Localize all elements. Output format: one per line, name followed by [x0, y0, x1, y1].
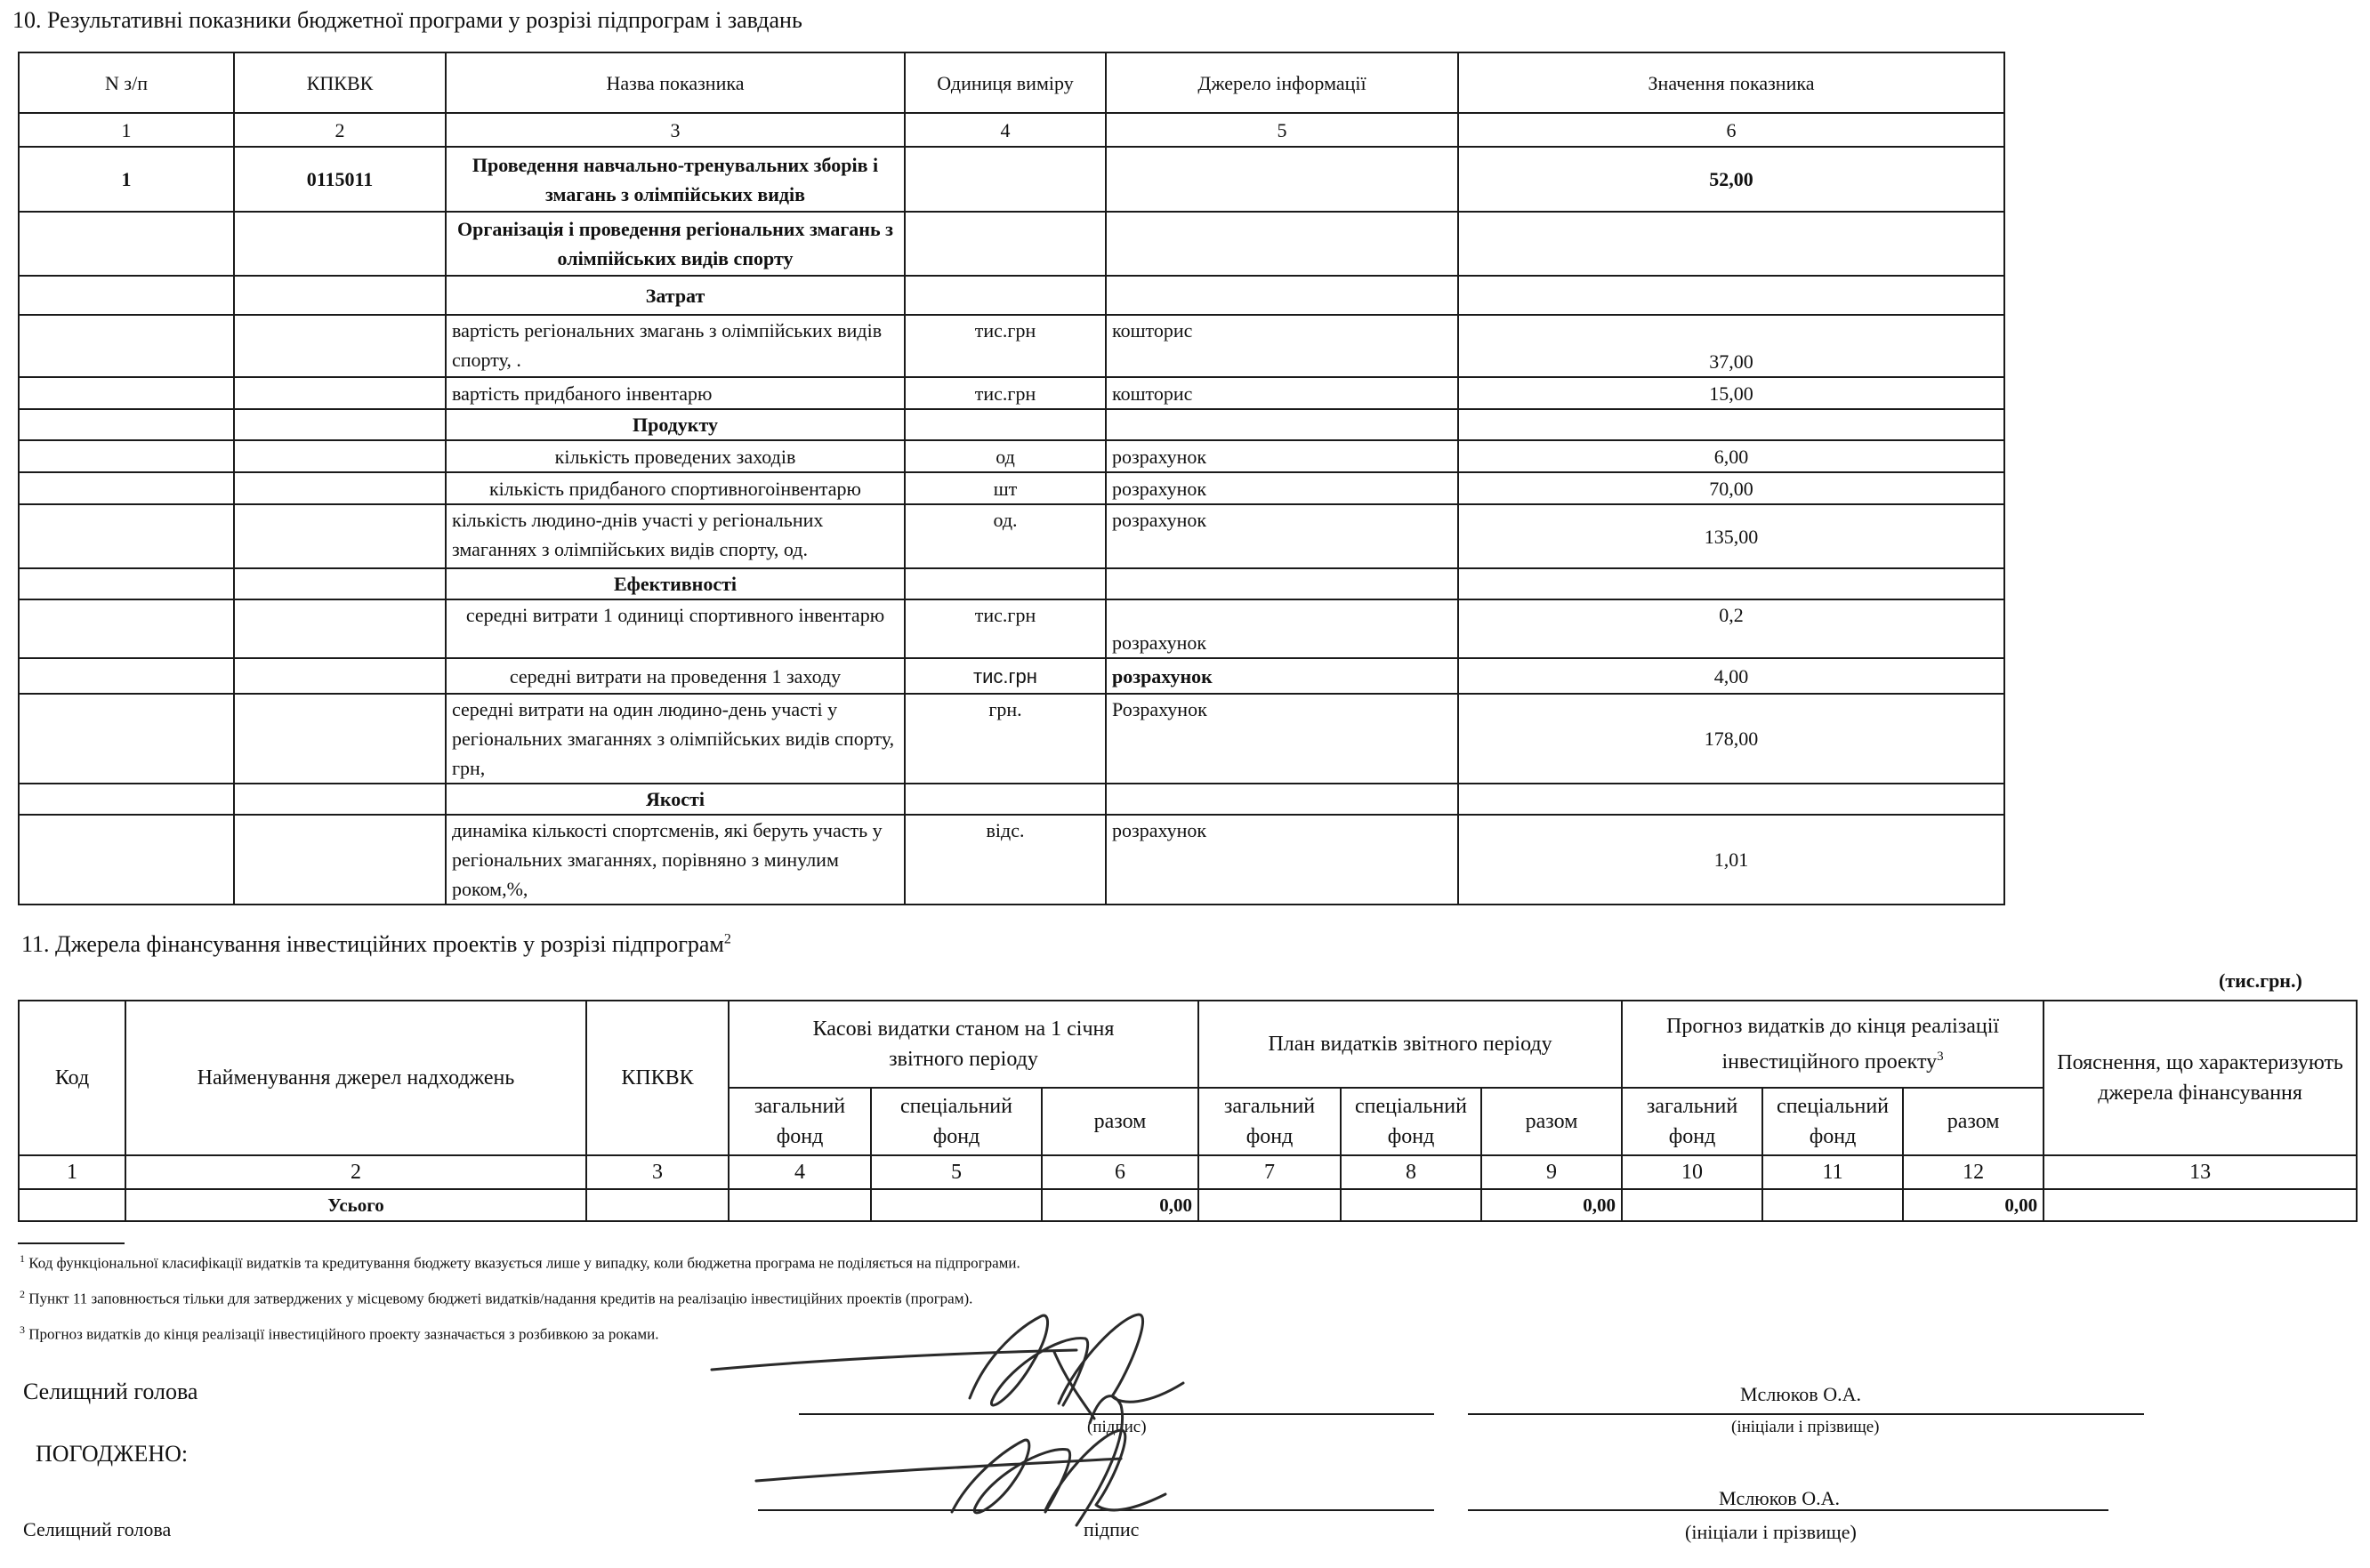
row-source: розрахунок	[1106, 440, 1458, 472]
head1-title: Селищний голова	[23, 1379, 198, 1404]
header-forecast-expenses	[1622, 1001, 2044, 1088]
header-code: Код	[19, 1001, 125, 1155]
section11-title	[21, 931, 731, 958]
footnote-1	[20, 1252, 1020, 1273]
table-row	[19, 472, 2004, 504]
header-special-fund: спеціальний фонд	[1341, 1088, 1481, 1155]
header-value: Значення показника	[1458, 52, 2004, 113]
colnum: 4	[905, 113, 1106, 147]
initials-line-1	[1468, 1413, 2144, 1415]
colnum-row	[19, 1155, 2357, 1189]
row-name: середні витрати на проведення 1 заходу	[446, 658, 905, 694]
row-unit: од	[905, 440, 1106, 472]
section11-title-text: 11. Джерела фінансування інвестиційних проектів у розрізі підпрограм	[21, 931, 724, 957]
row-source: кошторис	[1106, 315, 1458, 377]
row-source: розрахунок	[1106, 504, 1458, 568]
header-total: разом	[1042, 1088, 1198, 1155]
colnum: 2	[234, 113, 446, 147]
row-name: Проведення навчально-тренувальних зборів і змагань з олімпійських видів	[446, 147, 905, 212]
table-row	[19, 815, 2004, 905]
table-row	[19, 784, 2004, 815]
row-name: вартість регіональних змагань з олімпійських видів спорту, .	[446, 315, 905, 377]
row-name: динаміка кількості спортсменів, які беруть участь у регіональних змаганнях, порівняно з минулим роком,%,	[446, 815, 905, 905]
row-source: розрахунок	[1106, 658, 1458, 694]
row-name: середні витрати 1 одиниці спортивного інвентарю	[446, 599, 905, 658]
name-1: Мслюков О.А.	[1740, 1383, 1861, 1405]
header-general-fund: загальний фонд	[1198, 1088, 1341, 1155]
header-total: разом	[1903, 1088, 2044, 1155]
header-source-name: Найменування джерел надходжень	[125, 1001, 586, 1155]
category-label: Якості	[446, 784, 905, 815]
row-value: 15,00	[1458, 377, 2004, 409]
row-unit: од.	[905, 504, 1106, 568]
header-cash-expenses: Касові видатки станом на 1 січня звітного періоду	[729, 1001, 1198, 1088]
row-unit: тис.грн	[905, 599, 1106, 658]
row-value: 37,00	[1458, 315, 2004, 377]
colnum: 3	[586, 1155, 729, 1189]
row-name: кількість придбаного спортивногоінвентарю	[446, 472, 905, 504]
row-source: кошторис	[1106, 377, 1458, 409]
colnum: 2	[125, 1155, 586, 1189]
row-value: 4,00	[1458, 658, 2004, 694]
row-unit: грн.	[905, 694, 1106, 784]
colnum: 9	[1481, 1155, 1622, 1189]
colnum: 10	[1622, 1155, 1762, 1189]
total-label: Усього	[125, 1189, 586, 1221]
table-row	[19, 212, 2004, 276]
footnote-3	[20, 1323, 659, 1344]
header-kpkvk: КПКВК	[586, 1001, 729, 1155]
investment-sources-table	[18, 1000, 2358, 1222]
handwritten-signature	[703, 1299, 1326, 1565]
table-row	[19, 568, 2004, 599]
signature-caption-1: (підпис)	[1087, 1418, 1147, 1436]
header-forecast-text: Прогноз видатків до кінця реалізації інвестиційного проекту	[1666, 1015, 2000, 1073]
footnote-text: Прогноз видатків до кінця реалізації інвестиційного проекту зазначається з розбивкою за роками.	[28, 1325, 659, 1343]
colnum: 6	[1458, 113, 2004, 147]
row-unit: тис.грн	[905, 315, 1106, 377]
header-special-fund: спеціальний фонд	[1762, 1088, 1903, 1155]
initials-caption-2: (ініціали і прізвище)	[1685, 1521, 1857, 1543]
colnum: 4	[729, 1155, 871, 1189]
row-value: 135,00	[1458, 504, 2004, 568]
row-value: 70,00	[1458, 472, 2004, 504]
header-row	[19, 1001, 2357, 1088]
colnum: 5	[871, 1155, 1042, 1189]
row-name: середні витрати на один людино-день участі у регіональних змаганнях з олімпійських видів спорту, грн,	[446, 694, 905, 784]
category-label: Затрат	[446, 276, 905, 315]
header-special-fund: спеціальний фонд	[871, 1088, 1042, 1155]
row-source: розрахунок	[1106, 472, 1458, 504]
colnum: 13	[2044, 1155, 2357, 1189]
footnote-ref: 2	[723, 931, 731, 947]
row-value: 6,00	[1458, 440, 2004, 472]
table-row	[19, 276, 2004, 315]
row-source: Розрахунок	[1106, 694, 1458, 784]
table-row	[19, 658, 2004, 694]
signature-caption-2: підпис	[1084, 1518, 1140, 1540]
header-general-fund: загальний фонд	[729, 1088, 871, 1155]
total-row	[19, 1189, 2357, 1221]
header-number: N з/п	[19, 52, 234, 113]
colnum: 1	[19, 113, 234, 147]
row-name: кількість людино-днів участі у регіональних змаганнях з олімпійських видів спорту, од.	[446, 504, 905, 568]
header-source: Джерело інформації	[1106, 52, 1458, 113]
colnum: 8	[1341, 1155, 1481, 1189]
footnote-divider	[18, 1242, 125, 1244]
row-unit: шт	[905, 472, 1106, 504]
row-unit: тис.грн	[905, 658, 1106, 694]
head2-title: Селищний голова	[23, 1518, 172, 1540]
header-kpkvk: КПКВК	[234, 52, 446, 113]
header-total: разом	[1481, 1088, 1622, 1155]
total-col9: 0,00	[1481, 1189, 1622, 1221]
table-row	[19, 440, 2004, 472]
row-value: 0,2	[1458, 599, 2004, 658]
table-row	[19, 147, 2004, 212]
row-value	[1458, 212, 2004, 276]
indicators-table	[18, 52, 2005, 905]
footnote-ref: 3	[1937, 1049, 1944, 1064]
header-explanation: Пояснення, що характеризують джерела фінансування	[2044, 1001, 2357, 1155]
row-source: розрахунок	[1106, 599, 1458, 658]
initials-caption-1: (ініціали і прізвище)	[1731, 1418, 1880, 1436]
header-plan-expenses: План видатків звітного періоду	[1198, 1001, 1622, 1088]
colnum: 11	[1762, 1155, 1903, 1189]
units-label: (тис.грн.)	[2219, 969, 2302, 992]
row-unit: тис.грн	[905, 377, 1106, 409]
row-name: кількість проведених заходів	[446, 440, 905, 472]
table-row	[19, 599, 2004, 658]
indicators-header-row	[19, 52, 2004, 113]
footnote-num: 1	[20, 1252, 25, 1265]
row-kpkvk: 0115011	[234, 147, 446, 212]
row-value: 178,00	[1458, 694, 2004, 784]
row-value: 52,00	[1458, 147, 2004, 212]
total-col6: 0,00	[1042, 1189, 1198, 1221]
indicators-colnum-row	[19, 113, 2004, 147]
name-2: Мслюков О.А.	[1719, 1487, 1840, 1509]
row-number: 1	[19, 147, 234, 212]
colnum: 6	[1042, 1155, 1198, 1189]
category-label: Продукту	[446, 409, 905, 440]
section10-title: 10. Результативні показники бюджетної програми у розрізі підпрограм і завдань	[12, 7, 802, 33]
table-row	[19, 315, 2004, 377]
row-source: розрахунок	[1106, 815, 1458, 905]
row-name: Організація і проведення регіональних змагань з олімпійських видів спорту	[446, 212, 905, 276]
footnote-text: Код функціональної класифікації видатків та кредитування бюджету вказується лише у випадку, коли бюджетна програма не поділяється на підпрограми.	[28, 1254, 1020, 1272]
colnum: 3	[446, 113, 905, 147]
colnum: 5	[1106, 113, 1458, 147]
table-row	[19, 504, 2004, 568]
footnote-num: 2	[20, 1288, 25, 1300]
colnum: 1	[19, 1155, 125, 1189]
colnum: 7	[1198, 1155, 1341, 1189]
initials-line-2	[1468, 1509, 2108, 1511]
agreed-label: ПОГОДЖЕНО:	[36, 1441, 189, 1467]
category-label: Ефективності	[446, 568, 905, 599]
footnote-text: Пункт 11 заповнюється тільки для затверджених у місцевому бюджеті видатків/надання кредитів на реалізацію інвестиційних проектів (програм).	[28, 1290, 973, 1307]
header-indicator-name: Назва показника	[446, 52, 905, 113]
total-col12: 0,00	[1903, 1189, 2044, 1221]
header-unit: Одиниця виміру	[905, 52, 1106, 113]
table-row	[19, 409, 2004, 440]
table-row	[19, 377, 2004, 409]
row-unit: відс.	[905, 815, 1106, 905]
header-general-fund: загальний фонд	[1622, 1088, 1762, 1155]
footnote-num: 3	[20, 1323, 25, 1336]
row-value: 1,01	[1458, 815, 2004, 905]
table-row	[19, 694, 2004, 784]
row-name: вартість придбаного інвентарю	[446, 377, 905, 409]
row-source	[1106, 147, 1458, 212]
row-unit	[905, 147, 1106, 212]
colnum: 12	[1903, 1155, 2044, 1189]
